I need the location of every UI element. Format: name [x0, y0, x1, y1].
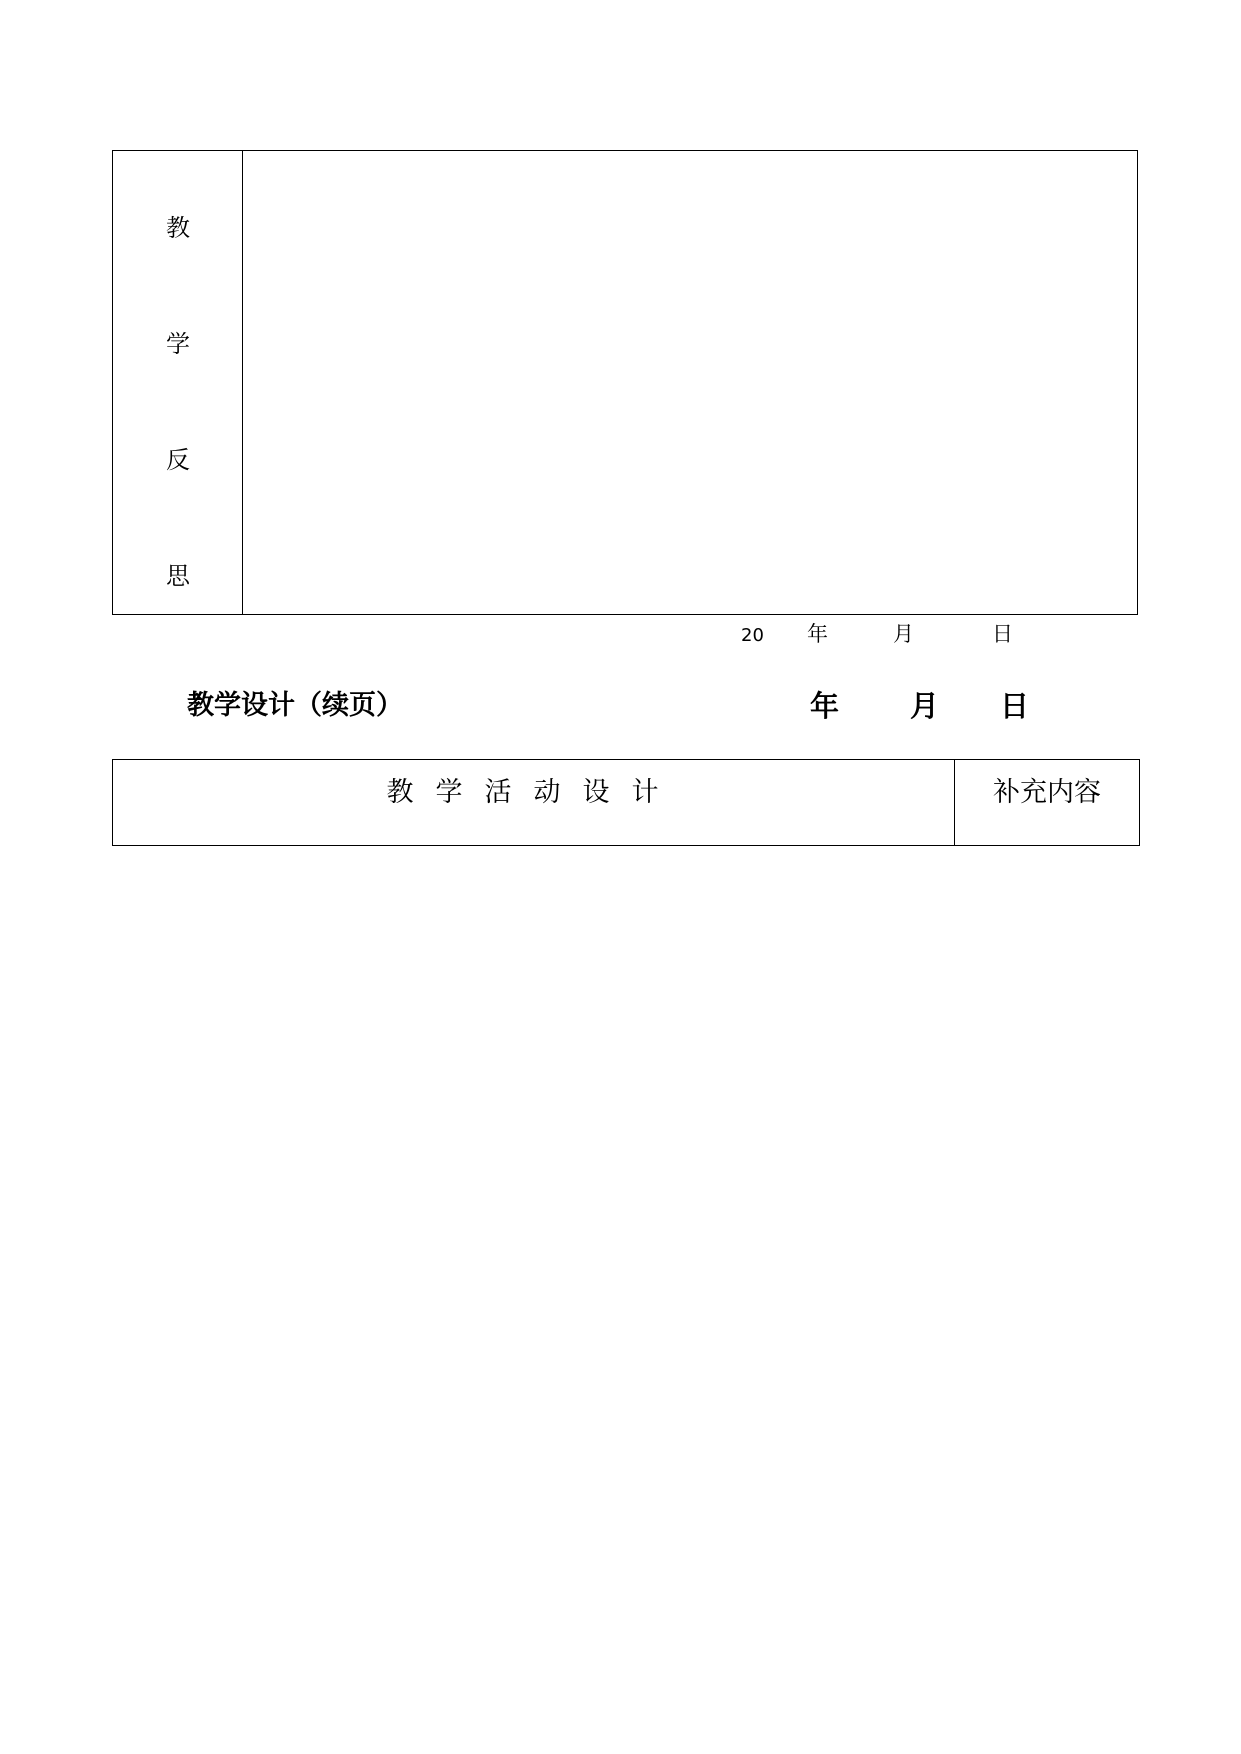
design-continuation-title: 教学设计（续页）	[187, 690, 403, 721]
header-day-label: 日	[1000, 689, 1030, 723]
date-year-label: 年	[807, 622, 828, 646]
reflection-label-char: 学	[166, 330, 190, 358]
date-year-prefix: 20	[741, 625, 764, 646]
reflection-content-area[interactable]	[243, 151, 1137, 614]
date-month-label: 月	[893, 622, 914, 646]
date-day-label: 日	[992, 622, 1013, 646]
reflection-label-char: 思	[166, 562, 190, 590]
header-month-label: 月	[910, 689, 940, 723]
reflection-label-char: 教	[166, 214, 190, 242]
activity-design-table	[112, 759, 1140, 846]
teaching-reflection-table	[112, 150, 1138, 615]
supplement-content-header: 补充内容	[993, 777, 1101, 808]
reflection-label-char: 反	[166, 446, 190, 474]
header-year-label: 年	[810, 689, 840, 723]
reflection-label-column	[113, 151, 243, 614]
activity-design-header: 教学活动设计	[113, 760, 955, 845]
